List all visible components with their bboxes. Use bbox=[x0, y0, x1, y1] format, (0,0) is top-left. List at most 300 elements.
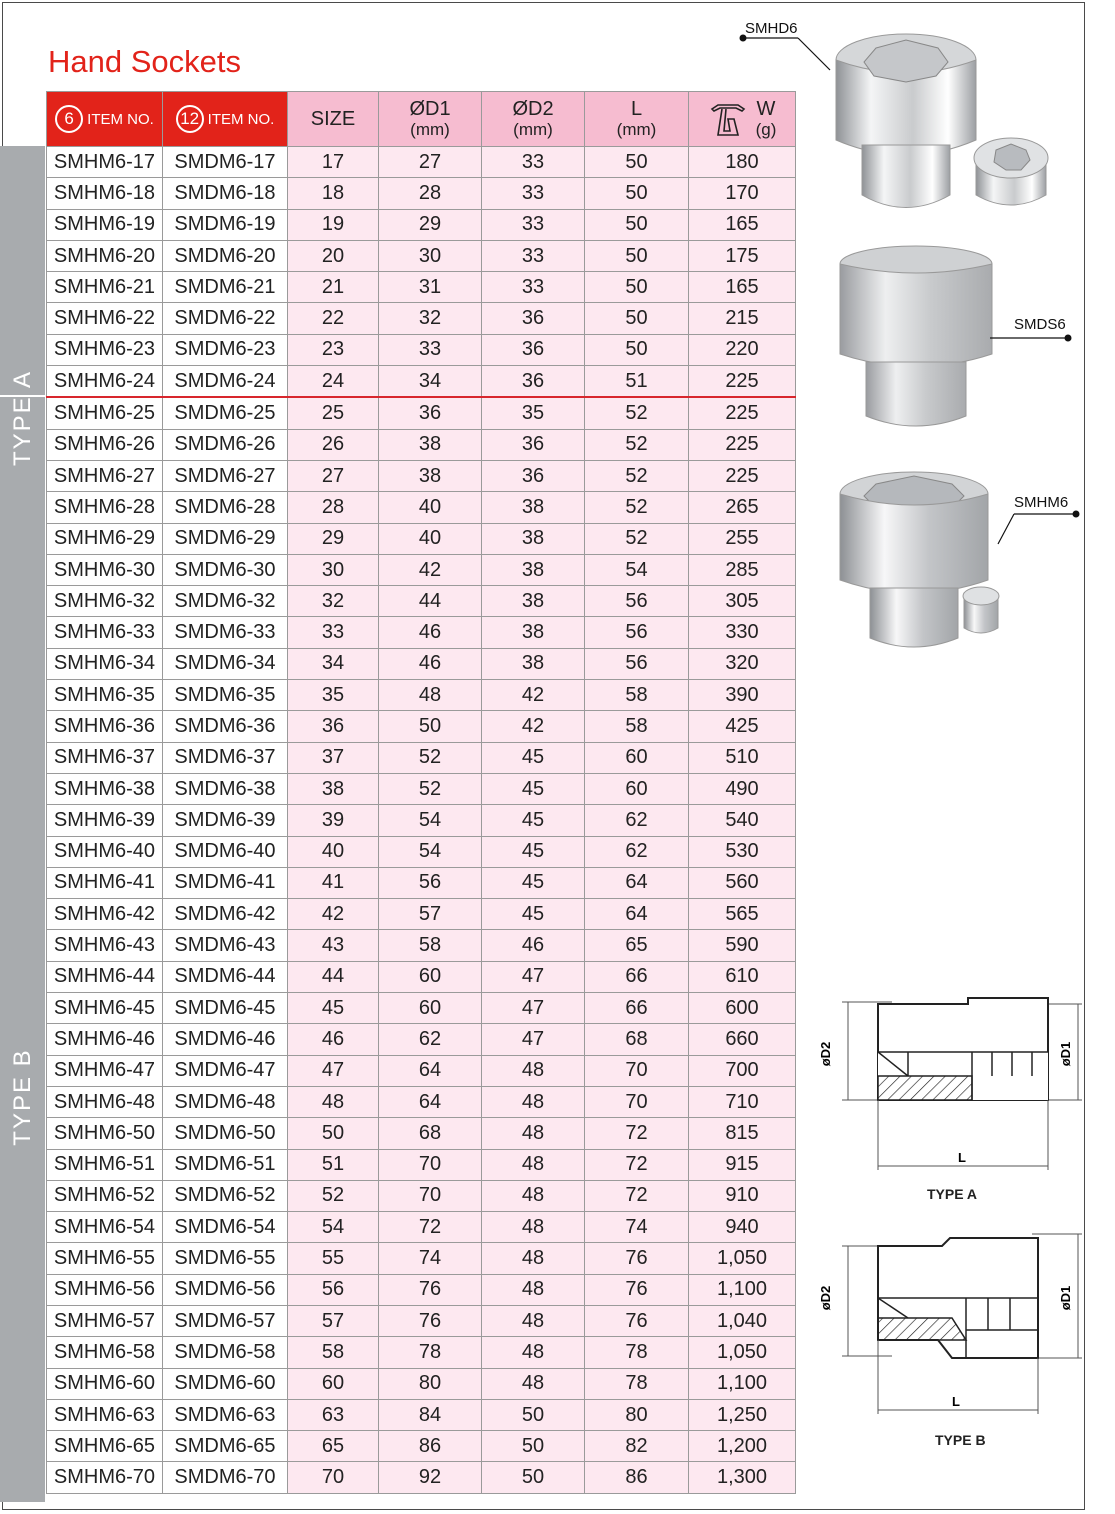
cell-weight: 1,040 bbox=[689, 1305, 796, 1336]
cell-item-6pt: SMHM6-47 bbox=[47, 1055, 163, 1086]
cell-d1: 27 bbox=[379, 147, 482, 178]
cell-weight: 320 bbox=[689, 648, 796, 679]
cell-d2: 50 bbox=[482, 1399, 585, 1430]
cell-weight: 425 bbox=[689, 711, 796, 742]
cell-size: 20 bbox=[288, 240, 379, 271]
cell-item-12pt: SMDM6-50 bbox=[163, 1118, 288, 1149]
cell-d2: 48 bbox=[482, 1212, 585, 1243]
header-item-6pt-label: ITEM NO. bbox=[87, 110, 154, 128]
table-row bbox=[47, 1086, 796, 1117]
cell-size: 44 bbox=[288, 961, 379, 992]
cell-weight: 510 bbox=[689, 742, 796, 773]
cell-item-12pt: SMDM6-55 bbox=[163, 1243, 288, 1274]
cell-item-12pt: SMDM6-23 bbox=[163, 334, 288, 365]
cell-d1: 40 bbox=[379, 523, 482, 554]
cell-weight: 175 bbox=[689, 240, 796, 271]
cell-d1: 29 bbox=[379, 209, 482, 240]
table-row bbox=[47, 742, 796, 773]
cell-weight: 560 bbox=[689, 867, 796, 898]
cell-size: 37 bbox=[288, 742, 379, 773]
cell-length: 60 bbox=[585, 742, 689, 773]
cell-item-12pt: SMDM6-30 bbox=[163, 554, 288, 585]
cell-item-6pt: SMHM6-32 bbox=[47, 586, 163, 617]
cell-d2: 33 bbox=[482, 272, 585, 303]
cell-size: 50 bbox=[288, 1118, 379, 1149]
cell-item-12pt: SMDM6-34 bbox=[163, 648, 288, 679]
cell-item-12pt: SMDM6-35 bbox=[163, 680, 288, 711]
cell-item-12pt: SMDM6-51 bbox=[163, 1149, 288, 1180]
table-row bbox=[47, 805, 796, 836]
cell-d1: 48 bbox=[379, 680, 482, 711]
cell-d1: 50 bbox=[379, 711, 482, 742]
cell-d1: 84 bbox=[379, 1399, 482, 1430]
cell-item-6pt: SMHM6-52 bbox=[47, 1180, 163, 1211]
cell-weight: 220 bbox=[689, 334, 796, 365]
cell-length: 56 bbox=[585, 586, 689, 617]
cell-weight: 305 bbox=[689, 586, 796, 617]
cell-item-6pt: SMHM6-23 bbox=[47, 334, 163, 365]
cell-d2: 33 bbox=[482, 147, 585, 178]
cell-weight: 1,100 bbox=[689, 1368, 796, 1399]
type-a-d2-label: øD2 bbox=[818, 1041, 833, 1067]
callout-smhd6-leader bbox=[738, 30, 838, 75]
cell-item-6pt: SMHM6-51 bbox=[47, 1149, 163, 1180]
cell-length: 70 bbox=[585, 1086, 689, 1117]
cell-weight: 590 bbox=[689, 930, 796, 961]
table-row bbox=[47, 1368, 796, 1399]
cell-d2: 36 bbox=[482, 303, 585, 334]
table-row bbox=[47, 1055, 796, 1086]
cell-weight: 215 bbox=[689, 303, 796, 334]
cell-item-12pt: SMDM6-47 bbox=[163, 1055, 288, 1086]
type-b-d2-label: øD2 bbox=[818, 1285, 833, 1311]
cell-size: 55 bbox=[288, 1243, 379, 1274]
cell-item-12pt: SMDM6-20 bbox=[163, 240, 288, 271]
cell-length: 50 bbox=[585, 209, 689, 240]
cell-weight: 490 bbox=[689, 773, 796, 804]
cell-length: 58 bbox=[585, 680, 689, 711]
cell-d1: 56 bbox=[379, 867, 482, 898]
type-b-label: TYPE B bbox=[9, 1048, 36, 1146]
cell-length: 76 bbox=[585, 1274, 689, 1305]
cell-length: 66 bbox=[585, 993, 689, 1024]
cell-item-6pt: SMHM6-39 bbox=[47, 805, 163, 836]
cell-weight: 255 bbox=[689, 523, 796, 554]
cell-d2: 38 bbox=[482, 617, 585, 648]
cell-item-12pt: SMDM6-38 bbox=[163, 773, 288, 804]
header-d1-unit: (mm) bbox=[410, 119, 450, 139]
cell-item-12pt: SMDM6-21 bbox=[163, 272, 288, 303]
cell-size: 33 bbox=[288, 617, 379, 648]
cell-size: 32 bbox=[288, 586, 379, 617]
cell-d2: 38 bbox=[482, 586, 585, 617]
cell-length: 60 bbox=[585, 773, 689, 804]
cell-item-6pt: SMHM6-38 bbox=[47, 773, 163, 804]
cell-d1: 38 bbox=[379, 429, 482, 460]
cell-length: 80 bbox=[585, 1399, 689, 1430]
cell-d2: 33 bbox=[482, 178, 585, 209]
type-a-diagram bbox=[812, 994, 1082, 1176]
cell-item-6pt: SMHM6-46 bbox=[47, 1024, 163, 1055]
table-row bbox=[47, 899, 796, 930]
cell-item-6pt: SMHM6-58 bbox=[47, 1337, 163, 1368]
cell-d1: 54 bbox=[379, 836, 482, 867]
table-row bbox=[47, 648, 796, 679]
cell-d2: 42 bbox=[482, 711, 585, 742]
cell-d2: 47 bbox=[482, 993, 585, 1024]
cell-item-6pt: SMHM6-60 bbox=[47, 1368, 163, 1399]
header-d2-unit: (mm) bbox=[513, 119, 553, 139]
cell-item-6pt: SMHM6-36 bbox=[47, 711, 163, 742]
table-row bbox=[47, 1431, 796, 1462]
cell-d2: 47 bbox=[482, 1024, 585, 1055]
cell-length: 52 bbox=[585, 460, 689, 491]
cell-d1: 42 bbox=[379, 554, 482, 585]
cell-item-12pt: SMDM6-46 bbox=[163, 1024, 288, 1055]
cell-d1: 92 bbox=[379, 1462, 482, 1493]
cell-d1: 52 bbox=[379, 773, 482, 804]
table-row bbox=[47, 680, 796, 711]
cell-item-6pt: SMHM6-41 bbox=[47, 867, 163, 898]
header-item-12pt-label: ITEM NO. bbox=[207, 110, 275, 128]
cell-d1: 70 bbox=[379, 1149, 482, 1180]
callout-smds6-leader bbox=[990, 328, 1080, 348]
cell-size: 21 bbox=[288, 272, 379, 303]
cell-d1: 34 bbox=[379, 366, 482, 398]
cell-weight: 710 bbox=[689, 1086, 796, 1117]
cell-size: 18 bbox=[288, 178, 379, 209]
cell-item-12pt: SMDM6-18 bbox=[163, 178, 288, 209]
cell-d2: 33 bbox=[482, 209, 585, 240]
cell-weight: 1,050 bbox=[689, 1337, 796, 1368]
cell-d2: 36 bbox=[482, 460, 585, 491]
cell-item-6pt: SMHM6-22 bbox=[47, 303, 163, 334]
table-row bbox=[47, 334, 796, 365]
cell-d2: 45 bbox=[482, 805, 585, 836]
cell-item-6pt: SMHM6-18 bbox=[47, 178, 163, 209]
cell-weight: 225 bbox=[689, 460, 796, 491]
cell-length: 52 bbox=[585, 397, 689, 429]
callout-smds6-label: SMDS6 bbox=[1014, 316, 1066, 333]
table-row bbox=[47, 523, 796, 554]
cell-item-12pt: SMDM6-60 bbox=[163, 1368, 288, 1399]
table-row bbox=[47, 836, 796, 867]
cell-item-6pt: SMHM6-29 bbox=[47, 523, 163, 554]
table-row bbox=[47, 1212, 796, 1243]
table-row bbox=[47, 993, 796, 1024]
cell-length: 78 bbox=[585, 1368, 689, 1399]
cell-d2: 48 bbox=[482, 1243, 585, 1274]
cell-size: 26 bbox=[288, 429, 379, 460]
cell-length: 70 bbox=[585, 1055, 689, 1086]
cell-size: 34 bbox=[288, 648, 379, 679]
cell-weight: 815 bbox=[689, 1118, 796, 1149]
cell-size: 40 bbox=[288, 836, 379, 867]
header-d2 bbox=[482, 92, 585, 147]
header-d2-label: ØD2 bbox=[512, 97, 554, 120]
cell-weight: 530 bbox=[689, 836, 796, 867]
cell-weight: 225 bbox=[689, 366, 796, 398]
cell-d1: 68 bbox=[379, 1118, 482, 1149]
table-row bbox=[47, 209, 796, 240]
cell-size: 48 bbox=[288, 1086, 379, 1117]
cell-d2: 48 bbox=[482, 1337, 585, 1368]
cell-d2: 38 bbox=[482, 554, 585, 585]
table-row bbox=[47, 1118, 796, 1149]
cell-weight: 225 bbox=[689, 397, 796, 429]
cell-d2: 50 bbox=[482, 1431, 585, 1462]
cell-item-12pt: SMDM6-58 bbox=[163, 1337, 288, 1368]
cell-d1: 76 bbox=[379, 1305, 482, 1336]
table-row bbox=[47, 1274, 796, 1305]
cell-length: 72 bbox=[585, 1149, 689, 1180]
cell-length: 50 bbox=[585, 334, 689, 365]
cell-item-6pt: SMHM6-28 bbox=[47, 492, 163, 523]
cell-d2: 48 bbox=[482, 1118, 585, 1149]
cell-item-6pt: SMHM6-54 bbox=[47, 1212, 163, 1243]
cell-item-12pt: SMDM6-28 bbox=[163, 492, 288, 523]
cell-length: 50 bbox=[585, 147, 689, 178]
cell-item-6pt: SMHM6-26 bbox=[47, 429, 163, 460]
cell-size: 27 bbox=[288, 460, 379, 491]
header-item-6pt bbox=[47, 92, 163, 147]
cell-length: 50 bbox=[585, 272, 689, 303]
cell-d1: 46 bbox=[379, 648, 482, 679]
cell-item-12pt: SMDM6-70 bbox=[163, 1462, 288, 1493]
cell-item-6pt: SMHM6-65 bbox=[47, 1431, 163, 1462]
cell-item-12pt: SMDM6-37 bbox=[163, 742, 288, 773]
cell-d2: 48 bbox=[482, 1086, 585, 1117]
table-row bbox=[47, 554, 796, 585]
cell-d2: 45 bbox=[482, 773, 585, 804]
cell-weight: 165 bbox=[689, 272, 796, 303]
cell-item-6pt: SMHM6-48 bbox=[47, 1086, 163, 1117]
cell-item-12pt: SMDM6-29 bbox=[163, 523, 288, 554]
six-point-icon: 6 bbox=[55, 105, 83, 133]
cell-length: 68 bbox=[585, 1024, 689, 1055]
cell-item-6pt: SMHM6-45 bbox=[47, 993, 163, 1024]
table-row bbox=[47, 1305, 796, 1336]
table-row bbox=[47, 711, 796, 742]
type-b-caption: TYPE B bbox=[935, 1432, 986, 1448]
cell-d2: 33 bbox=[482, 240, 585, 271]
cell-item-12pt: SMDM6-39 bbox=[163, 805, 288, 836]
type-b-l-label: L bbox=[952, 1394, 960, 1409]
scale-icon bbox=[708, 101, 748, 137]
table-row bbox=[47, 617, 796, 648]
cell-item-6pt: SMHM6-56 bbox=[47, 1274, 163, 1305]
cell-size: 45 bbox=[288, 993, 379, 1024]
cell-d2: 50 bbox=[482, 1462, 585, 1493]
table-row bbox=[47, 460, 796, 491]
cell-size: 28 bbox=[288, 492, 379, 523]
table-row bbox=[47, 178, 796, 209]
table-row bbox=[47, 930, 796, 961]
cell-weight: 170 bbox=[689, 178, 796, 209]
cell-length: 65 bbox=[585, 930, 689, 961]
cell-weight: 915 bbox=[689, 1149, 796, 1180]
cell-length: 52 bbox=[585, 492, 689, 523]
cell-item-6pt: SMHM6-19 bbox=[47, 209, 163, 240]
cell-length: 50 bbox=[585, 303, 689, 334]
cell-item-6pt: SMHM6-27 bbox=[47, 460, 163, 491]
cell-item-6pt: SMHM6-33 bbox=[47, 617, 163, 648]
table-row bbox=[47, 1462, 796, 1493]
header-l-label: L bbox=[630, 97, 643, 120]
cell-size: 35 bbox=[288, 680, 379, 711]
cell-length: 64 bbox=[585, 867, 689, 898]
cell-item-12pt: SMDM6-27 bbox=[163, 460, 288, 491]
cell-item-6pt: SMHM6-17 bbox=[47, 147, 163, 178]
cell-d2: 42 bbox=[482, 680, 585, 711]
table-row bbox=[47, 1024, 796, 1055]
cell-d2: 48 bbox=[482, 1149, 585, 1180]
cell-length: 50 bbox=[585, 178, 689, 209]
header-d1 bbox=[379, 92, 482, 147]
cell-d1: 31 bbox=[379, 272, 482, 303]
table-row bbox=[47, 773, 796, 804]
cell-length: 56 bbox=[585, 648, 689, 679]
cell-weight: 600 bbox=[689, 993, 796, 1024]
cell-d1: 36 bbox=[379, 397, 482, 429]
cell-item-6pt: SMHM6-50 bbox=[47, 1118, 163, 1149]
cell-length: 76 bbox=[585, 1305, 689, 1336]
cell-item-12pt: SMDM6-36 bbox=[163, 711, 288, 742]
cell-size: 57 bbox=[288, 1305, 379, 1336]
cell-item-6pt: SMHM6-55 bbox=[47, 1243, 163, 1274]
header-l bbox=[585, 92, 689, 147]
callout-smhd6-label: SMHD6 bbox=[745, 20, 798, 37]
header-l-unit: (mm) bbox=[616, 119, 657, 139]
header-w-label: W bbox=[756, 97, 776, 120]
cell-d1: 32 bbox=[379, 303, 482, 334]
cell-d2: 38 bbox=[482, 648, 585, 679]
callout-smhm6-leader bbox=[992, 508, 1082, 548]
cell-item-6pt: SMHM6-44 bbox=[47, 961, 163, 992]
cell-weight: 910 bbox=[689, 1180, 796, 1211]
type-a-caption: TYPE A bbox=[927, 1186, 978, 1202]
type-b-diagram bbox=[812, 1230, 1082, 1420]
cell-weight: 540 bbox=[689, 805, 796, 836]
cell-item-12pt: SMDM6-17 bbox=[163, 147, 288, 178]
cell-d1: 30 bbox=[379, 240, 482, 271]
cell-d1: 58 bbox=[379, 930, 482, 961]
cell-size: 51 bbox=[288, 1149, 379, 1180]
cell-length: 72 bbox=[585, 1180, 689, 1211]
cell-item-12pt: SMDM6-48 bbox=[163, 1086, 288, 1117]
smds6-product-photo bbox=[836, 244, 996, 434]
cell-length: 64 bbox=[585, 899, 689, 930]
cell-size: 30 bbox=[288, 554, 379, 585]
cell-item-6pt: SMHM6-24 bbox=[47, 366, 163, 398]
cell-item-6pt: SMHM6-70 bbox=[47, 1462, 163, 1493]
cell-item-12pt: SMDM6-19 bbox=[163, 209, 288, 240]
cell-item-12pt: SMDM6-52 bbox=[163, 1180, 288, 1211]
spec-table bbox=[46, 91, 796, 1494]
cell-item-12pt: SMDM6-24 bbox=[163, 366, 288, 398]
cell-d2: 48 bbox=[482, 1305, 585, 1336]
cell-item-12pt: SMDM6-40 bbox=[163, 836, 288, 867]
table-row bbox=[47, 961, 796, 992]
cell-item-6pt: SMHM6-21 bbox=[47, 272, 163, 303]
header-size: SIZE bbox=[288, 92, 379, 147]
cell-size: 23 bbox=[288, 334, 379, 365]
cell-d2: 45 bbox=[482, 899, 585, 930]
cell-d1: 72 bbox=[379, 1212, 482, 1243]
cell-d2: 46 bbox=[482, 930, 585, 961]
cell-d1: 70 bbox=[379, 1180, 482, 1211]
cell-weight: 225 bbox=[689, 429, 796, 460]
cell-size: 41 bbox=[288, 867, 379, 898]
cell-d1: 60 bbox=[379, 993, 482, 1024]
cell-item-12pt: SMDM6-33 bbox=[163, 617, 288, 648]
cell-item-12pt: SMDM6-45 bbox=[163, 993, 288, 1024]
cell-length: 50 bbox=[585, 240, 689, 271]
table-row bbox=[47, 429, 796, 460]
cell-d1: 40 bbox=[379, 492, 482, 523]
cell-d2: 38 bbox=[482, 492, 585, 523]
cell-length: 66 bbox=[585, 961, 689, 992]
cell-item-6pt: SMHM6-43 bbox=[47, 930, 163, 961]
type-a-d1-label: øD1 bbox=[1058, 1041, 1073, 1067]
cell-size: 58 bbox=[288, 1337, 379, 1368]
cell-size: 36 bbox=[288, 711, 379, 742]
page-title: Hand Sockets bbox=[48, 44, 241, 79]
cell-d1: 38 bbox=[379, 460, 482, 491]
cell-d1: 78 bbox=[379, 1337, 482, 1368]
table-row bbox=[47, 1243, 796, 1274]
cell-size: 42 bbox=[288, 899, 379, 930]
cell-d2: 48 bbox=[482, 1055, 585, 1086]
table-row bbox=[47, 1337, 796, 1368]
cell-weight: 1,200 bbox=[689, 1431, 796, 1462]
callout-smhm6-label: SMHM6 bbox=[1014, 494, 1069, 511]
table-row bbox=[47, 240, 796, 271]
cell-d1: 64 bbox=[379, 1086, 482, 1117]
cell-item-12pt: SMDM6-57 bbox=[163, 1305, 288, 1336]
cell-d1: 46 bbox=[379, 617, 482, 648]
cell-d1: 54 bbox=[379, 805, 482, 836]
cell-length: 82 bbox=[585, 1431, 689, 1462]
cell-size: 65 bbox=[288, 1431, 379, 1462]
cell-length: 72 bbox=[585, 1118, 689, 1149]
type-b-d1-label: øD1 bbox=[1058, 1285, 1073, 1311]
cell-size: 46 bbox=[288, 1024, 379, 1055]
cell-size: 60 bbox=[288, 1368, 379, 1399]
cell-weight: 180 bbox=[689, 147, 796, 178]
cell-item-6pt: SMHM6-25 bbox=[47, 397, 163, 429]
header-w bbox=[689, 92, 796, 147]
cell-weight: 565 bbox=[689, 899, 796, 930]
cell-item-6pt: SMHM6-34 bbox=[47, 648, 163, 679]
cell-item-12pt: SMDM6-56 bbox=[163, 1274, 288, 1305]
cell-item-12pt: SMDM6-44 bbox=[163, 961, 288, 992]
table-row bbox=[47, 272, 796, 303]
cell-d1: 86 bbox=[379, 1431, 482, 1462]
table-row bbox=[47, 303, 796, 334]
type-a-l-label: L bbox=[958, 1150, 966, 1165]
cell-d2: 48 bbox=[482, 1368, 585, 1399]
cell-d1: 60 bbox=[379, 961, 482, 992]
type-a-label: TYPE A bbox=[9, 369, 36, 467]
table-row bbox=[47, 492, 796, 523]
table-row bbox=[47, 147, 796, 178]
cell-weight: 1,050 bbox=[689, 1243, 796, 1274]
smhd6-product-photo bbox=[826, 20, 1096, 220]
cell-weight: 390 bbox=[689, 680, 796, 711]
cell-length: 51 bbox=[585, 366, 689, 398]
cell-item-6pt: SMHM6-20 bbox=[47, 240, 163, 271]
